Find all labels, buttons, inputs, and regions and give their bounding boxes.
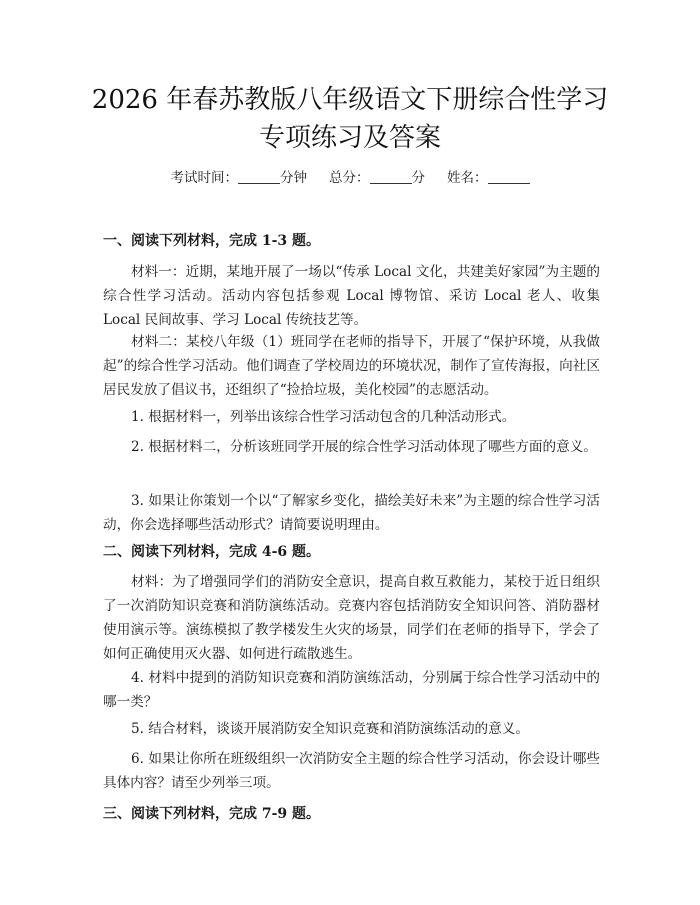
name-label: 姓名： xyxy=(447,170,488,186)
name-blank xyxy=(488,169,530,184)
exam-time-unit: 分钟 xyxy=(280,170,307,186)
question-1: 1. 根据材料一，列举出该综合性学习活动包含的几种活动形式。 xyxy=(131,409,516,425)
section-1-material-2: 材料二：某校八年级（1）班同学在老师的指导下，开展了“保护环境，从我做起”的综合性学习活动。他们调查了学校周边的环境状况，制作了宣传海报，向社区居民发放了倡议书，还组织了“捡拾垃圾，美化校园”的志愿活动。 xyxy=(103,334,600,398)
score-blank xyxy=(370,169,412,184)
section-2-heading: 二、阅读下列材料，完成 4-6 题。 xyxy=(103,544,321,560)
exam-info-line xyxy=(0,168,700,188)
exam-time-label: 考试时间： xyxy=(170,170,238,186)
question-3: 3. 如果让你策划一个以“了解家乡变化，描绘美好未来”为主题的综合性学习活动，你会选择哪些活动形式？请简要说明理由。 xyxy=(103,493,600,533)
score-unit: 分 xyxy=(411,170,425,186)
section-1-heading: 一、阅读下列材料，完成 1-3 题。 xyxy=(103,233,321,249)
section-2-material: 材料：为了增强同学们的消防安全意识，提高自救互救能力，某校于近日组织了一次消防知识竞赛和消防演练活动。竞赛内容包括消防安全知识问答、消防器材使用演示等。演练模拟了教学楼发生火灾的场景，同学们在老师的指导下，学会了如何正确使用灭火器、如何进行疏散逃生。 xyxy=(103,574,600,662)
title-line-2: 专项练习及答案 xyxy=(258,123,441,153)
section-3-heading: 三、阅读下列材料，完成 7-9 题。 xyxy=(103,806,321,822)
score-label: 总分： xyxy=(329,170,370,186)
title-line-1: 2026 年春苏教版八年级语文下册综合性学习 xyxy=(91,85,609,115)
question-4: 4. 材料中提到的消防知识竞赛和消防演练活动，分别属于综合性学习活动中的哪一类？ xyxy=(103,670,600,710)
question-2: 2. 根据材料二，分析该班同学开展的综合性学习活动体现了哪些方面的意义。 xyxy=(131,439,597,455)
exam-time-blank xyxy=(238,169,280,184)
section-1-material-1: 材料一：近期，某地开展了一场以“传承 Local 文化，共建美好家园”为主题的综合性学习活动。活动内容包括参观 Local 博物馆、采访 Local 老人、收集 Local 民间故事、学习 Local 传统技艺等。 xyxy=(103,264,600,328)
question-5: 5. 结合材料，谈谈开展消防安全知识竞赛和消防演练活动的意义。 xyxy=(131,721,529,737)
question-6: 6. 如果让你所在班级组织一次消防安全主题的综合性学习活动，你会设计哪些具体内容？请至少列举三项。 xyxy=(103,751,600,791)
